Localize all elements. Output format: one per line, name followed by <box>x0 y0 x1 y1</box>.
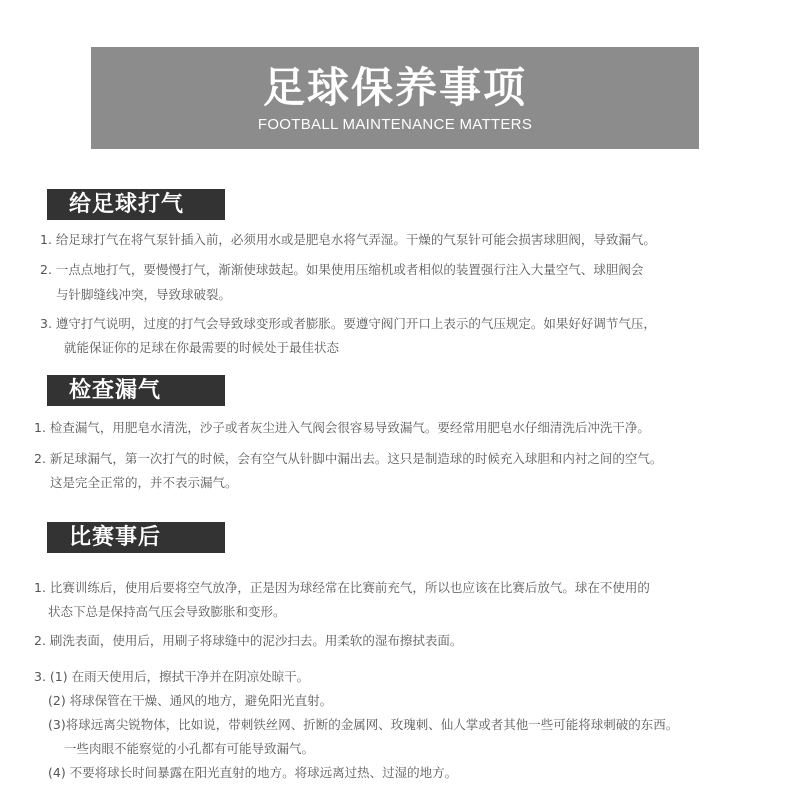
title-banner <box>91 47 699 149</box>
after-step-1-cont: 状态下总是保持高气压会导致膨胀和变形。 <box>48 604 286 619</box>
inflate-step-2: 2. 一点点地打气，要慢慢打气，渐渐使球鼓起。如果使用压缩机或者相似的装置强行注入大量空气、球胆阀会 <box>40 262 644 277</box>
section-heading-leak-check: 检查漏气 <box>47 375 225 406</box>
leak-step-2: 2. 新足球漏气，第一次打气的时候，会有空气从针脚中漏出去。这只是制造球的时候充入球胆和内衬之间的空气。 <box>34 451 663 466</box>
inflate-step-1: 1. 给足球打气在将气泵针插入前，必须用水或是肥皂水将气弄湿。干燥的气泵针可能会损害球胆阀，导致漏气。 <box>40 232 656 247</box>
after-step-1: 1. 比赛训练后，使用后要将空气放净，正是因为球经常在比赛前充气，所以也应该在比赛后放气。球在不使用的 <box>34 580 650 595</box>
after-step-3-1: 3. (1) 在雨天使用后，擦拭干净并在阴凉处晾干。 <box>34 669 310 684</box>
section-heading-inflate: 给足球打气 <box>47 189 225 220</box>
leak-step-2-cont: 这是完全正常的，并不表示漏气。 <box>50 475 238 490</box>
inflate-step-3-cont: 就能保证你的足球在你最需要的时候处于最佳状态 <box>64 340 340 355</box>
page-title: 足球保养事项 <box>262 63 527 112</box>
leak-step-1: 1. 检查漏气，用肥皂水清洗，沙子或者灰尘进入气阀会很容易导致漏气。要经常用肥皂水仔细清洗后冲洗干净。 <box>34 420 650 435</box>
inflate-step-2-cont: 与针脚缝线冲突，导致球破裂。 <box>56 287 232 302</box>
after-step-3-2: (2) 将球保管在干燥、通风的地方，避免阳光直射。 <box>48 693 333 708</box>
after-step-2: 2. 刷洗表面，使用后，用刷子将球缝中的泥沙扫去。用柔软的湿布擦拭表面。 <box>34 633 463 648</box>
after-step-3-3-cont: 一些肉眼不能察觉的小孔都有可能导致漏气。 <box>64 741 315 756</box>
inflate-step-3: 3. 遵守打气说明，过度的打气会导致球变形或者膨胀。要遵守阀门开口上表示的气压规定。如果好好调节气压， <box>40 316 656 331</box>
page-subtitle: FOOTBALL MAINTENANCE MATTERS <box>257 116 533 133</box>
after-step-3-4: (4) 不要将球长时间暴露在阳光直射的地方。将球远离过热、过湿的地方。 <box>48 765 458 780</box>
section-heading-after-match: 比赛事后 <box>47 522 225 553</box>
after-step-3-3: (3)将球远离尖锐物体，比如说，带刺铁丝网、折断的金属网、玫瑰刺、仙人掌或者其他一些可能将球刺破的东西。 <box>48 717 679 732</box>
